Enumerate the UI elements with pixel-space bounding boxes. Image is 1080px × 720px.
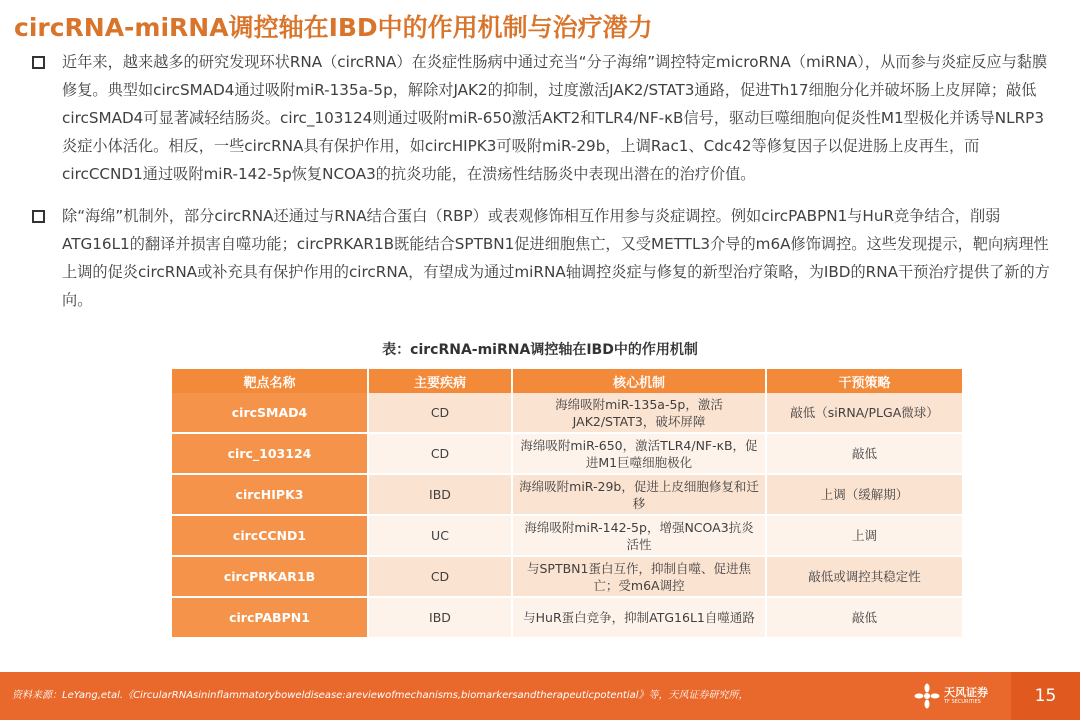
page-title: circRNA-miRNA调控轴在IBD中的作用机制与治疗潜力 xyxy=(14,13,653,42)
cell-mechanism: 海绵吸附miR-135a-5p，激活JAK2/STAT3，破坏屏障 xyxy=(512,393,766,433)
cell-strategy: 上调（缓解期） xyxy=(766,474,963,515)
cell-strategy: 敲低（siRNA/PLGA微球） xyxy=(766,393,963,433)
footer-bar xyxy=(0,672,1080,720)
header-target: 靶点名称 xyxy=(172,369,368,393)
cell-strategy: 上调 xyxy=(766,515,963,556)
cell-disease: UC xyxy=(368,515,512,556)
cell-disease: CD xyxy=(368,393,512,433)
logo-text: 天风证券 xyxy=(944,686,988,699)
table-row xyxy=(172,393,963,433)
bullet-square-icon xyxy=(32,210,45,223)
tf-logo-icon xyxy=(914,683,940,709)
mechanism-table xyxy=(172,369,964,639)
table-row xyxy=(172,597,963,638)
table-row xyxy=(172,474,963,515)
cell-mechanism: 海绵吸附miR-142-5p，增强NCOA3抗炎活性 xyxy=(512,515,766,556)
cell-strategy: 敲低 xyxy=(766,597,963,638)
cell-mechanism: 与SPTBN1蛋白互作，抑制自噬、促进焦亡；受m6A调控 xyxy=(512,556,766,597)
cell-disease: CD xyxy=(368,433,512,474)
table-header-row xyxy=(172,369,963,393)
header-strategy: 干预策略 xyxy=(766,369,963,393)
cell-strategy: 敲低 xyxy=(766,433,963,474)
cell-target: circPABPN1 xyxy=(172,597,368,638)
cell-target: circ_103124 xyxy=(172,433,368,474)
company-logo xyxy=(914,683,988,709)
table-row xyxy=(172,515,963,556)
bullet-square-icon xyxy=(32,56,45,69)
cell-target: circCCND1 xyxy=(172,515,368,556)
cell-disease: IBD xyxy=(368,597,512,638)
table-row xyxy=(172,556,963,597)
cell-target: circSMAD4 xyxy=(172,393,368,433)
source-note: 资料来源：LeYang,etal.《CircularRNAsininflammatoryboweldisease:areviewofmechanisms,biomarkersandtherapeuticpotential》等，天风证券研究所， xyxy=(12,690,749,701)
cell-disease: CD xyxy=(368,556,512,597)
cell-strategy: 敲低或调控其稳定性 xyxy=(766,556,963,597)
bullet-text: 除“海绵”机制外，部分circRNA还通过与RNA结合蛋白（RBP）或表观修饰相互作用参与炎症调控。例如circPABPN1与HuR竞争结合，削弱ATG16L1的翻译并损害自噬功能；circPRKAR1B既能结合SPTBN1促进细胞焦亡，又受METTL3介导的m6A修饰调控。这些发现提示，靶向病理性上调的促炎circRNA或补充具有保护作用的circRNA，有望成为通过miRNA轴调控炎症与修复的新型治疗策略，为IBD的RNA干预治疗提供了新的方向。 xyxy=(62,207,1050,309)
header-mechanism: 核心机制 xyxy=(512,369,766,393)
bullet-text: 近年来，越来越多的研究发现环状RNA（circRNA）在炎症性肠病中通过充当“分子海绵”调控特定microRNA（miRNA），从而参与炎症反应与黏膜修复。典型如circSMAD4通过吸附miR-135a-5p，解除对JAK2的抑制，过度激活JAK2/STAT3通路，促进Th17细胞分化并破坏肠上皮屏障；敲低circSMAD4可显著减轻结肠炎。circ_103124则通过吸附miR-650激活AKT2和TLR4/NF-κB信号，驱动巨噬细胞向促炎性M1型极化并诱导NLRP3炎症小体活化。相反，一些circRNA具有保护作用，如circHIPK3可吸附miR-29b，上调Rac1、Cdc42等修复因子以促进肠上皮再生，而circCCND1通过吸附miR-142-5p恢复NCOA3的抗炎功能，在溃疡性结肠炎中表现出潜在的治疗价值。 xyxy=(62,53,1048,183)
cell-target: circHIPK3 xyxy=(172,474,368,515)
table-row xyxy=(172,433,963,474)
bullet-item xyxy=(28,202,1058,314)
table-caption: 表：circRNA-miRNA调控轴在IBD中的作用机制 xyxy=(382,342,698,358)
cell-target: circPRKAR1B xyxy=(172,556,368,597)
cell-mechanism: 与HuR蛋白竞争，抑制ATG16L1自噬通路 xyxy=(512,597,766,638)
cell-mechanism: 海绵吸附miR-29b，促进上皮细胞修复和迁移 xyxy=(512,474,766,515)
page-number: 15 xyxy=(1011,672,1080,720)
bullet-list xyxy=(28,48,1058,328)
header-disease: 主要疾病 xyxy=(368,369,512,393)
cell-disease: IBD xyxy=(368,474,512,515)
cell-mechanism: 海绵吸附miR-650，激活TLR4/NF-κB，促进M1巨噬细胞极化 xyxy=(512,433,766,474)
logo-subtext: TF SECURITIES xyxy=(944,699,981,705)
bullet-item xyxy=(28,48,1058,188)
